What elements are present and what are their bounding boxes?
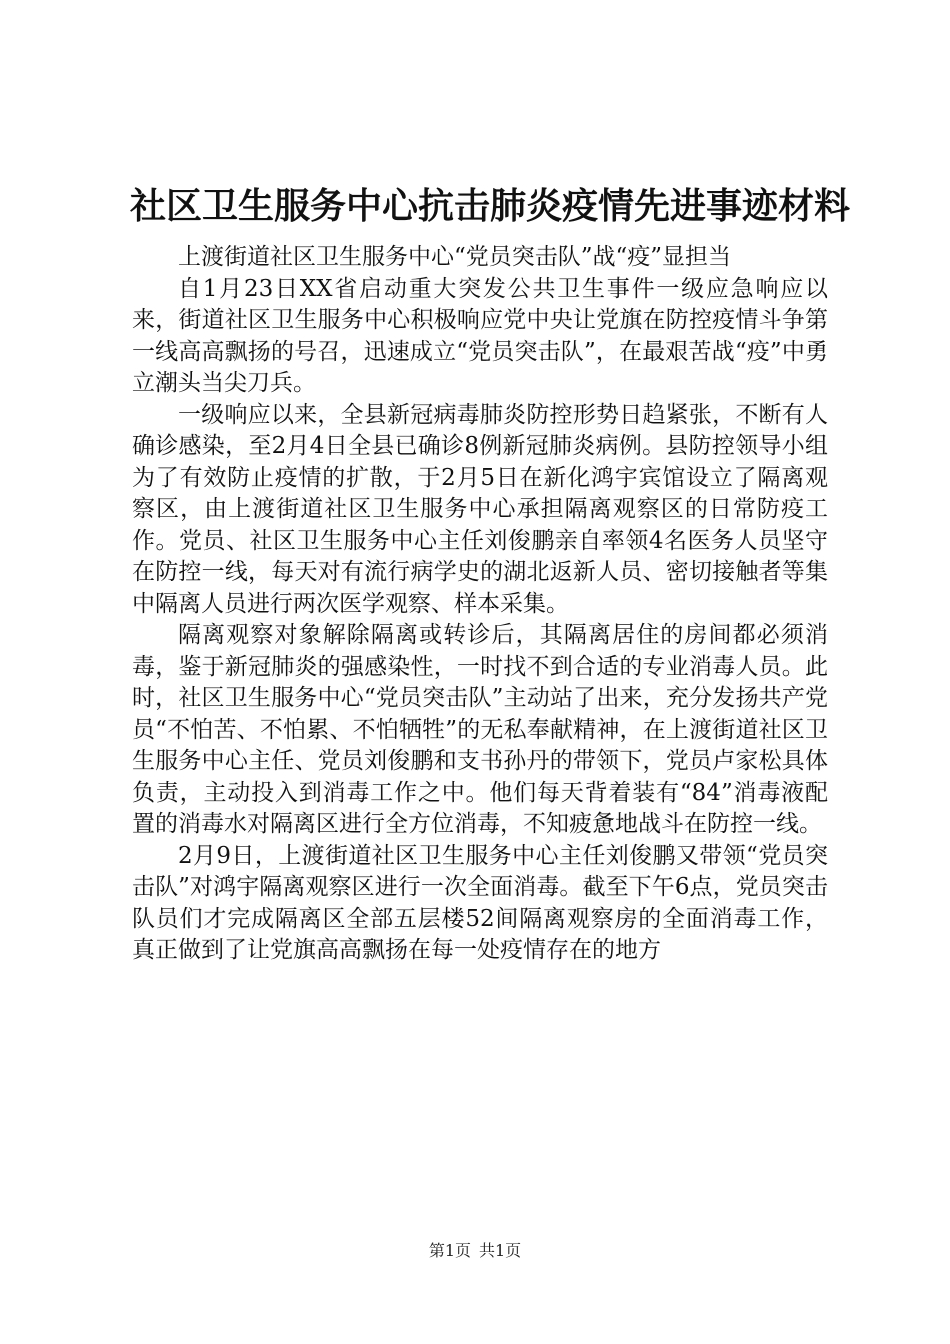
body-paragraph: 2月9日，上渡街道社区卫生服务中心主任刘俊鹏又带领“党员突击队”对鸿宇隔离观察区进行一次全面消毒。截至下午6点，党员突击队员们才完成隔离区全部五层楼52间隔离观察房的全面消毒工作，真正做到了让党旗高高飘扬在每一处疫情存在的地方	[132, 842, 828, 963]
body-paragraph: 一级响应以来，全县新冠病毒肺炎防控形势日趋紧张，不断有人确诊感染，至2月4日全县已确诊8例新冠肺炎病例。县防控领导小组为了有效防止疫情的扩散，于2月5日在新化鸿宇宾馆设立了隔离观察区，由上渡街道社区卫生服务中心承担隔离观察区的日常防疫工作。党员、社区卫生服务中心主任刘俊鹏亲自率领4名医务人员坚守在防控一线，每天对有流行病学史的湖北返新人员、密切接触者等集中隔离人员进行两次医学观察、样本采集。	[132, 401, 828, 617]
page-number: 第1页	[428, 1241, 471, 1260]
body-paragraph: 隔离观察对象解除隔离或转诊后，其隔离居住的房间都必须消毒，鉴于新冠肺炎的强感染性，一时找不到合适的专业消毒人员。此时，社区卫生服务中心“党员突击队”主动站了出来，充分发扬共产党员“不怕苦、不怕累、不怕牺牲”的无私奉献精神，在上渡街道社区卫生服务中心主任、党员刘俊鹏和支书孙丹的带领下，党员卢家松具体负责，主动投入到消毒工作之中。他们每天背着装有“84”消毒液配置的消毒水对隔离区进行全方位消毒，不知疲惫地战斗在防控一线。	[132, 622, 828, 837]
document-body	[130, 176, 851, 967]
body-paragraph: 自1月23日XX省启动重大突发公共卫生事件一级应急响应以来，街道社区卫生服务中心积极响应党中央让党旗在防控疫情斗争第一线高高飘扬的号召，迅速成立“党员突击队”，在最艰苦战“疫”中勇立潮头当尖刀兵。	[132, 275, 828, 396]
page-total: 共1页	[479, 1241, 522, 1260]
page-footer	[0, 1240, 950, 1262]
document-title: 社区卫生服务中心抗击肺炎疫情先进事迹材料	[130, 185, 851, 227]
subtitle-paragraph: 上渡街道社区卫生服务中心“党员突击队”战“疫”显担当	[178, 244, 732, 270]
